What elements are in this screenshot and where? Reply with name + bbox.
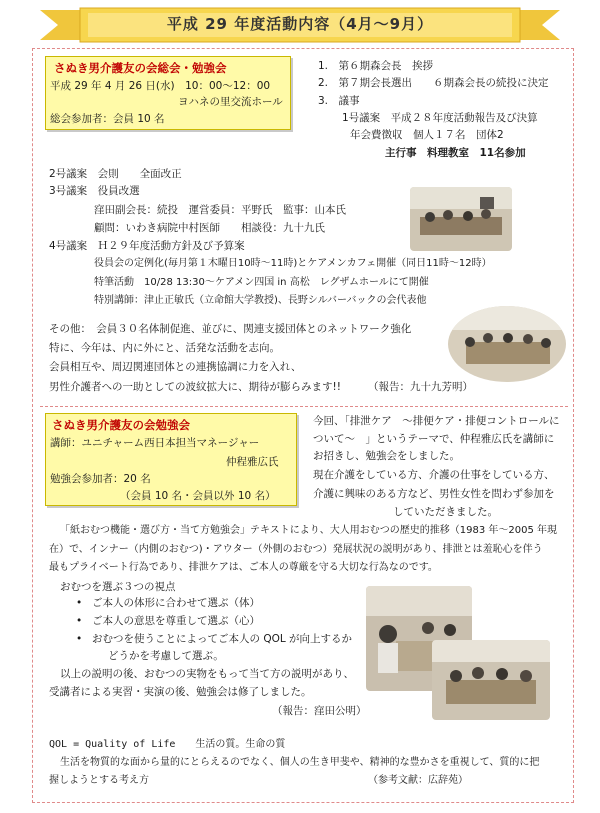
section-divider — [40, 406, 568, 407]
other-line-3: 会員相互や、周辺関連団体との連携協調に力を入れ、 — [49, 361, 302, 373]
lecturer-name: 仲程雅広氏 — [226, 456, 279, 468]
agenda-item-2: 2. 第７期会長選出 ６期森会長の続投に決定 — [318, 77, 549, 89]
attendee-breakdown: （会員 10 名・会員以外 10 名） — [120, 490, 276, 502]
other-line-1: その他： 会員３０名体制促進、並びに、関連支援団体とのネットワーク強化 — [49, 323, 412, 335]
bullet-2: • — [76, 615, 83, 627]
qol-line-2: 生活を物質的な面から量的にとらえるのでなく、個人の生き甲斐や、精神的な豊かさを重視して、質的に把 — [60, 757, 540, 768]
viewpoint-3-cont: どうかを考慮して選ぶ。 — [108, 650, 224, 662]
intro-line-3: お招きし、勉強会をしました。 — [313, 450, 460, 462]
agenda-item-3: 3. 議事 — [318, 95, 360, 107]
intro-line-2: ついて～ 」というテーマで、仲程雅広氏を講師に — [313, 433, 555, 445]
closing-line-2: 受講者による実習・実演の後、勉強会は修了しました。 — [49, 686, 312, 698]
regular-meetings: 役員会の定例化(毎月第１木曜日10時～11時)とケアメンカフェ開催（同日11時～12時） — [94, 258, 492, 269]
page-title: 平成 29 年度活動内容（4月～9月） — [166, 15, 434, 33]
general-meeting-title: さぬき男介護友の会総会・勉強会 — [54, 61, 227, 75]
closing-line-1: 以上の説明の後、おむつの実物をもって当て方の説明があり、 — [60, 668, 354, 680]
qol-line-3: 握しようとする考え方 — [49, 775, 149, 786]
report-author-2: （報告：窪田公明） — [272, 705, 367, 717]
intro-line-5: 介護に興味のある方など、男性女性を問わず参加を — [313, 488, 555, 500]
other-line-2: 特に、今年は、内に外にと、活発な活動を志向。 — [49, 342, 280, 354]
meeting-photo — [410, 187, 512, 251]
other-line-4: 男性介護者への一助としての波紋拡大に、期待が膨らみます!! — [49, 381, 341, 393]
agenda-main-event: 主行事 料理教室 11名参加 — [385, 147, 526, 159]
group-photo — [448, 306, 566, 382]
bullet-1: • — [76, 597, 83, 609]
report-author-1: （報告：九十九芳明） — [368, 381, 473, 393]
practice-photo — [432, 640, 550, 720]
body-line-1: 「紙おむつ機能・選び方・当て方勉強会」テキストにより、大人用おむつの歴史的推移（1983 年～2005 年現 — [60, 525, 558, 536]
intro-line-4: 現在介護をしている方、介護の仕事をしている方、 — [313, 469, 555, 481]
meeting-date: 平成 29 年 4 月 26 日(水) 10：00～12：00 — [50, 80, 271, 92]
lecturer: 講師：ユニチャーム西日本担当マネージャー — [50, 437, 260, 449]
viewpoint-1: ご本人の体形に合わせて選ぶ（体） — [92, 597, 260, 609]
viewpoint-2: ご本人の意思を尊重して選ぶ（心） — [92, 615, 260, 627]
general-meeting-box — [45, 56, 291, 130]
body-line-2: 在）で、インナー（内側のおむつ)・アウター（外側のおむつ）発展状況の説明があり、排泄とは羞恥心を伴う — [49, 544, 543, 555]
bullet-3: • — [76, 633, 83, 645]
bill-3: 3号議案 役員改選 — [49, 185, 140, 197]
qol-definition: QOL = Quality of Life 生活の質。生命の質 — [49, 739, 286, 750]
body-line-3: 最もプライベート行為であり、排泄ケアは、ご本人の尊厳を守る大切な行為なのです。 — [49, 562, 438, 573]
study-session-box — [45, 413, 297, 506]
study-attendees: 勉強会参加者：20 名 — [50, 473, 151, 485]
qol-reference: （参考文献：広辞苑） — [368, 775, 468, 786]
special-activity: 特筆活動 10/28 13:30～ケアメン四国 in 高松 レグザムホールにて開催 — [94, 277, 429, 288]
viewpoint-3: おむつを使うことによってご本人の QOL が向上するか — [92, 633, 353, 645]
officers: 窪田副会長：続投 運営委員：平野氏 監事：山本氏 — [94, 204, 346, 216]
intro-line-1: 今回、「排泄ケア ～排便ケア・排便コントロールに — [313, 415, 560, 427]
study-session-title: さぬき男介護友の会勉強会 — [52, 418, 190, 432]
agenda-fees: 年会費徴収 個人１７名 団体2 — [350, 129, 504, 141]
agenda-bill-1: 1号議案 平成２８年度活動報告及び決算 — [342, 112, 538, 124]
agenda-item-1: 1. 第６期森会長 挨拶 — [318, 60, 434, 72]
bill-2: 2号議案 会則 全面改正 — [49, 168, 182, 180]
intro-line-6: していただきました。 — [393, 506, 498, 518]
advisors: 顧問：いわき病院中村医師 相談役：九十九氏 — [94, 222, 325, 234]
viewpoints-title: おむつを選ぶ３つの視点 — [60, 581, 176, 593]
meeting-venue: ヨハネの里交流ホール — [178, 96, 283, 108]
meeting-attendees: 総会参加者：会員 10 名 — [50, 113, 165, 125]
special-lecturer: 特別講師：津止正敏氏（立命館大学教授)、長野シルバーバックの会代表他 — [94, 295, 427, 306]
bill-4: 4号議案 Ｈ２９年度活動方針及び予算案 — [49, 240, 245, 252]
